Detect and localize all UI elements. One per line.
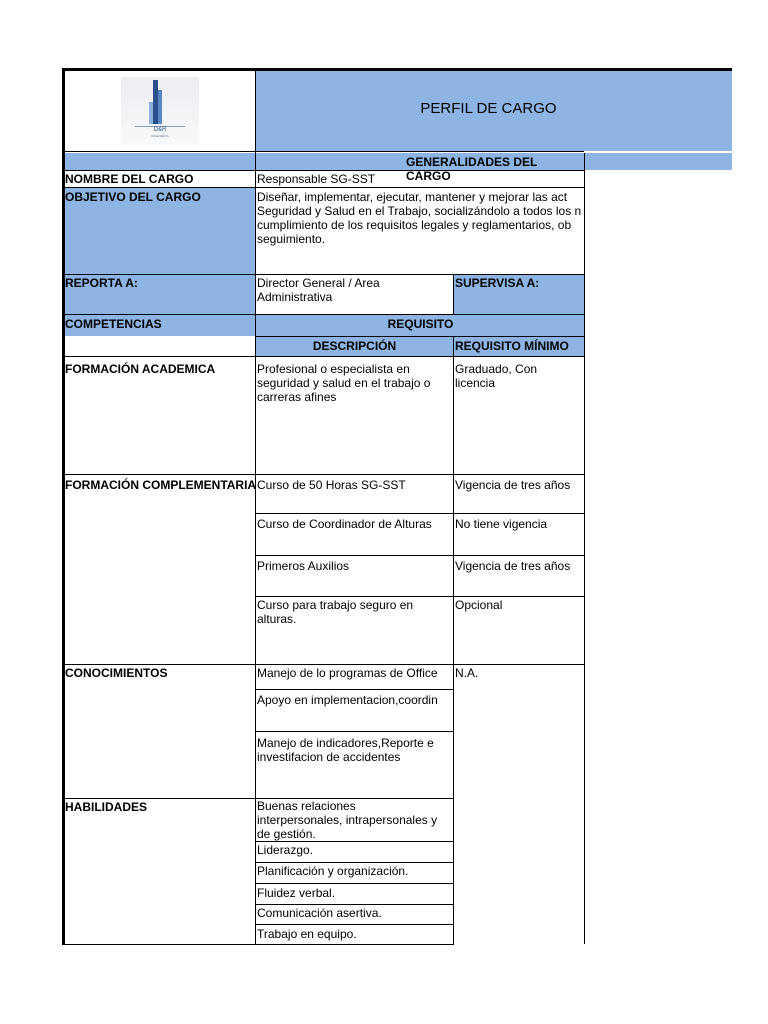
competencias-label: COMPETENCIAS [65, 317, 162, 331]
requisito-header: REQUISITO [387, 317, 454, 331]
formacion-academica-descripcion: Profesional o especialista en seguridad y salud en el trabajo o carreras afines [257, 362, 431, 404]
section-title: GENERALIDADES DEL CARGO [406, 155, 538, 183]
list-item: Curso de 50 Horas SG-SST [257, 478, 406, 492]
company-logo [121, 77, 199, 144]
supervisa-label: SUPERVISA A: [455, 276, 540, 290]
list-item: Vigencia de tres años [455, 559, 571, 573]
requisito-minimo-header: REQUISITO MÍNIMO [455, 339, 569, 353]
reporta-label: REPORTA A: [65, 276, 138, 290]
list-item: Apoyo en implementacion,coordin [257, 693, 438, 707]
reporta-value: Director General / Area Administrativa [257, 276, 380, 304]
nombre-cargo-value: Responsable SG-SST [257, 172, 376, 186]
formacion-academica-label: FORMACIÓN ACADEMICA [65, 362, 216, 376]
habilidades-label: HABILIDADES [65, 800, 148, 814]
page-title: PERFIL DE CARGO [420, 100, 557, 117]
logo-text: D&R [153, 127, 167, 133]
list-item: Comunicación asertiva. [257, 906, 382, 920]
list-item: Trabajo en equipo. [257, 927, 357, 941]
formacion-complementaria-label: FORMACIÓN COMPLEMENTARIA [65, 478, 256, 492]
list-item: Curso para trabajo seguro en alturas. [257, 598, 414, 626]
list-item: Opcional [455, 598, 503, 612]
list-item: N.A. [455, 666, 479, 680]
list-item: No tiene vigencia [455, 517, 548, 531]
list-item: Buenas relaciones interpersonales, intrapersonales y de gestión. [257, 799, 438, 841]
list-item: Vigencia de tres años [455, 478, 571, 492]
formacion-academica-requisito: Graduado, Con licencia [455, 362, 538, 390]
descripcion-header: DESCRIPCIÓN [312, 339, 397, 353]
objetivo-cargo-label: OBJETIVO DEL CARGO [65, 190, 201, 204]
list-item: Manejo de lo programas de Office [257, 666, 438, 680]
list-item: Primeros Auxilios [257, 559, 350, 573]
top-border [62, 68, 732, 71]
list-item: Curso de Coordinador de Alturas [257, 517, 432, 531]
nombre-cargo-label: NOMBRE DEL CARGO [65, 172, 194, 186]
list-item: Fluidez verbal. [257, 886, 336, 900]
section-band [64, 153, 732, 170]
list-item: Planificación y organización. [257, 864, 409, 878]
list-item: Manejo de indicadores,Reporte e investifacion de accidentes [257, 736, 434, 764]
list-item: Liderazgo. [257, 843, 314, 857]
objetivo-cargo-value: Diseñar, implementar, ejecutar, mantener y mejorar las act Seguridad y Salud en el Trabajo, socializándolo a todos los n cumplimiento de los requisitos legales y reglamentarios, ob seguimiento. [257, 190, 582, 246]
conocimientos-label: CONOCIMIENTOS [65, 666, 168, 680]
logo-subtext: INGENIERIA [151, 134, 169, 138]
